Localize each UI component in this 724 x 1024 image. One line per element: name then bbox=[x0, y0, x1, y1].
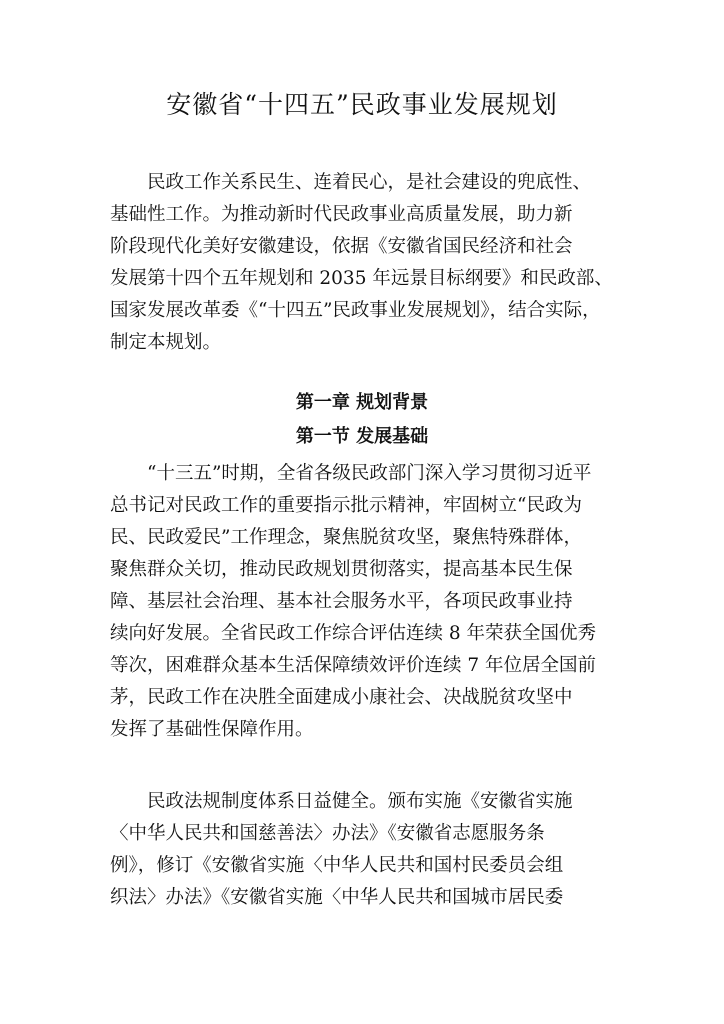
paragraph-line: 茅，民政工作在决胜全面建成小康社会、决战脱贫攻坚中 bbox=[110, 687, 573, 708]
paragraph-line: 续向好发展。全省民政工作综合评估连续 8 年荣获全国优秀 bbox=[110, 623, 597, 644]
paragraph-line: 总书记对民政工作的重要指示批示精神，牢固树立“民政为 bbox=[110, 495, 582, 516]
paragraph-line: 民政法规制度体系日益健全。颁布实施《安徽省实施 bbox=[147, 791, 573, 812]
paragraph-line: 〈中华人民共和国慈善法〉办法》《安徽省志愿服务条 bbox=[110, 823, 545, 844]
paragraph-line: 等次，困难群众基本生活保障绩效评价连续 7 年位居全国前 bbox=[110, 655, 597, 676]
paragraph-line: 例》，修订《安徽省实施〈中华人民共和国村民委员会组 bbox=[110, 855, 564, 876]
paragraph-line: 民、民政爱民”工作理念，聚焦脱贫攻坚，聚焦特殊群体， bbox=[110, 527, 582, 548]
intro-paragraph bbox=[110, 167, 630, 359]
law-system-paragraph bbox=[110, 786, 630, 914]
paragraph-line: 织法〉办法》《安徽省实施〈中华人民共和国城市居民委 bbox=[110, 887, 564, 908]
paragraph-line: 聚焦群众关切，推动民政规划贯彻落实，提高基本民生保 bbox=[110, 559, 573, 580]
paragraph-line: 发挥了基础性保障作用。 bbox=[110, 719, 314, 740]
intro-line: 国家发展改革委《“十四五”民政事业发展规划》，结合实际， bbox=[110, 300, 601, 321]
intro-line: 制定本规划。 bbox=[110, 332, 222, 353]
intro-line: 民政工作关系民生、连着民心，是社会建设的兜底性、 bbox=[147, 172, 592, 193]
chapter-heading: 第一章 规划背景 bbox=[295, 392, 429, 413]
section-heading: 第一节 发展基础 bbox=[295, 426, 429, 447]
achievements-paragraph bbox=[110, 458, 630, 746]
paragraph-line: 障、基层社会治理、基本社会服务水平，各项民政事业持 bbox=[110, 591, 573, 612]
document-title: 安徽省“十四五”民政事业发展规划 bbox=[166, 90, 558, 119]
intro-line: 发展第十四个五年规划和 2035 年远景目标纲要》和民政部、 bbox=[110, 268, 613, 289]
intro-line: 基础性工作。为推动新时代民政事业高质量发展，助力新 bbox=[110, 204, 573, 225]
paragraph-line: “十三五”时期，全省各级民政部门深入学习贯彻习近平 bbox=[147, 463, 592, 484]
intro-line: 阶段现代化美好安徽建设，依据《安徽省国民经济和社会 bbox=[110, 236, 573, 257]
